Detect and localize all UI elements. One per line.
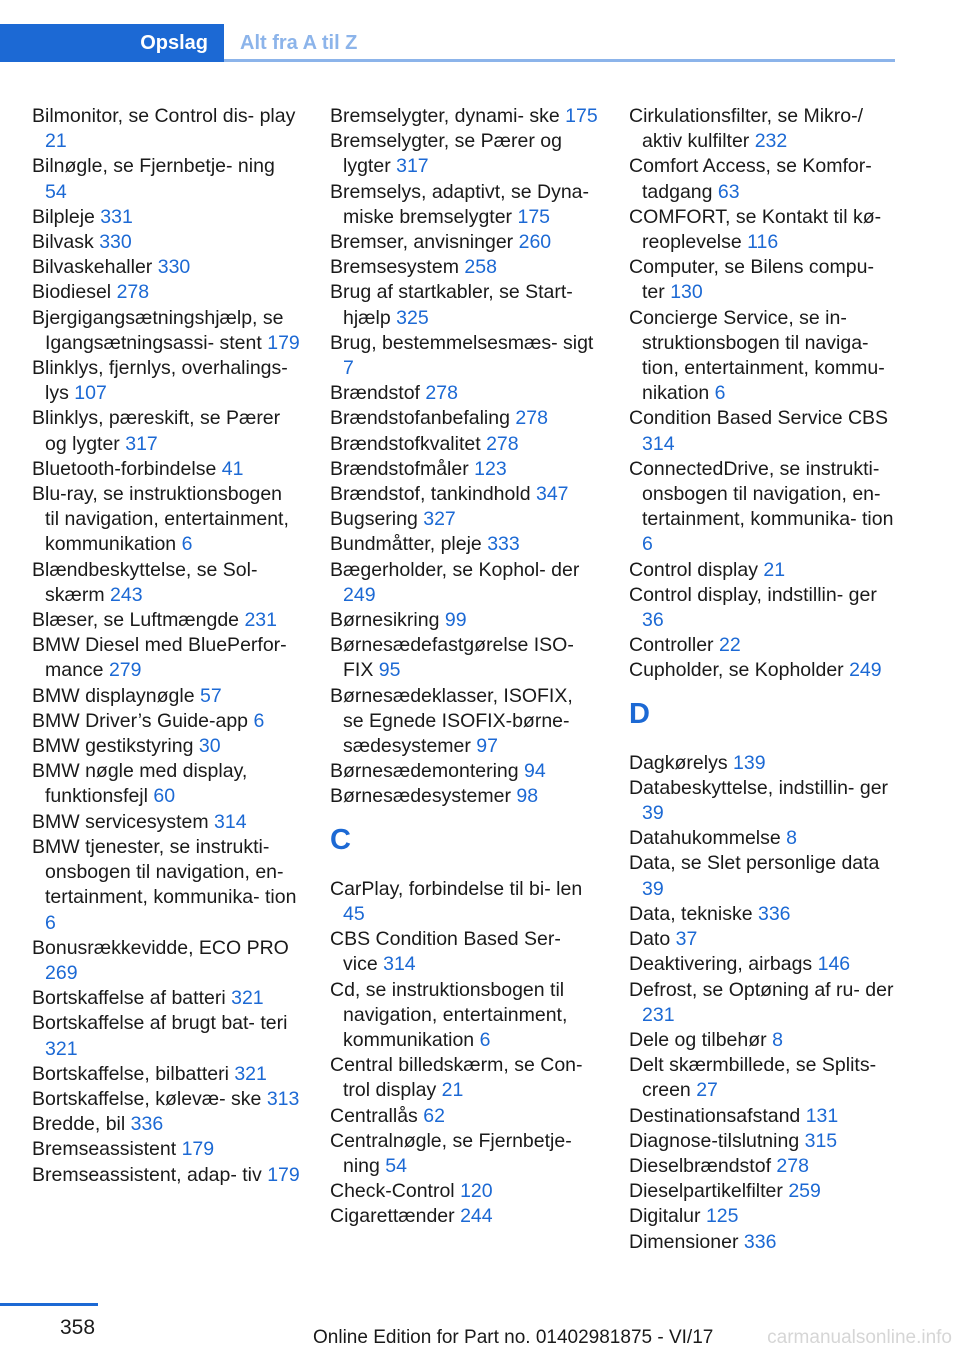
index-entry-text: Blændbeskyttelse, se Sol‐ skærm [32,558,258,606]
index-page-link[interactable]: 231 [244,609,277,632]
index-entry [32,684,300,709]
index-page-link[interactable]: 244 [460,1205,493,1228]
index-page-link[interactable]: 321 [45,1037,78,1060]
index-entry [629,1154,897,1179]
index-entry-text: COMFORT, se Kontakt til kø‐ reoplevelse [629,205,882,254]
index-entry [330,1204,598,1229]
index-page-link[interactable]: 317 [125,432,158,455]
index-page-link[interactable]: 30 [198,735,221,758]
index-entry-text: Bilpleje [32,205,95,228]
index-entry [32,280,300,305]
index-entry-text: Bilvaskehaller [32,256,153,279]
index-entry [330,255,598,280]
index-entry [32,356,300,406]
index-entry [629,952,897,977]
index-entry-text: Brændstofmåler [330,457,469,480]
index-entry [629,1053,897,1103]
index-entry-text: Data, tekniske [629,902,753,925]
index-entry [629,205,897,255]
index-page-link[interactable]: 94 [524,760,546,783]
index-entry [32,936,300,986]
index-entry-text: Bortskaffelse af batteri [32,987,226,1010]
index-page-link[interactable]: 54 [45,180,67,203]
index-entry-text: Digitalur [629,1205,701,1228]
index-entry-text: Bonusrækkevidde, ECO PRO [32,936,289,959]
index-entry [330,507,598,532]
index-page-link[interactable]: 175 [517,205,551,228]
index-entry-text: Bilnøgle, se Fjernbetje‐ ning [32,155,275,178]
index-entry-text: Destinationsafstand [629,1104,801,1127]
index-entry [32,230,300,255]
index-page-link[interactable]: 269 [45,961,78,984]
index-entry-text: Børnesædemontering [330,760,519,783]
index-entry-text: Bremseassistent, adap‐ tiv [32,1163,262,1186]
index-page-link[interactable]: 7 [343,357,354,380]
index-entry [330,457,598,482]
index-page-link[interactable]: 131 [805,1104,839,1127]
index-page-link[interactable]: 321 [231,987,264,1010]
index-entry-text: Bluetooth-forbindelse [32,457,217,480]
index-page-link[interactable]: 249 [343,583,376,606]
index-entry-text: Databeskyttelse, indstillin‐ ger [629,776,889,799]
index-entry [629,104,897,154]
index-entry-text: ConnectedDrive, se instrukti‐ onsbogen til navigation, en‐ tertainment, kommunika‐ tion [629,457,894,531]
index-entry [330,482,598,507]
index-column-3 [629,104,897,1255]
index-entry [330,331,598,381]
index-entry-text: Brug, bestemmelsesmæs‐ sigt [330,331,594,354]
index-page-link[interactable]: 259 [788,1180,821,1203]
index-page-link[interactable]: 63 [717,180,740,203]
index-page-link[interactable]: 6 [45,911,56,934]
index-page-link[interactable]: 313 [266,1087,300,1110]
index-entry-text: Biodiesel [32,281,112,304]
index-entry [629,406,897,456]
index-entry [32,1112,300,1137]
index-entry-text: BMW Driver’s Guide-app [32,709,249,732]
index-page-link[interactable]: 39 [642,877,664,900]
index-entry-text: Bilmonitor, se Control dis‐ play [32,105,296,127]
index-entry-text: Bjergigangsætningshjælp, se Igangsætningsassi‐ stent [32,306,284,354]
index-page-link[interactable]: 21 [45,130,67,153]
index-entry [32,835,300,936]
index-entry-text: Dieselpartikelfilter [629,1180,783,1203]
index-entry-text: Cigarettænder [330,1205,455,1228]
index-page-link[interactable]: 41 [221,457,244,480]
index-entry-text: Bremselys, adaptivt, se Dyna‐ miske bremselygter [330,180,590,228]
index-entry [330,280,598,330]
index-page-link[interactable]: 21 [763,558,786,581]
index-entry-text: Check-Control [330,1180,455,1203]
index-entry [32,457,300,482]
tab-opslag[interactable]: Opslag [0,24,224,62]
index-page-link[interactable]: 331 [100,205,133,228]
index-entry [330,784,598,809]
index-entry-text: Brændstof [330,382,420,405]
index-entry-text: BMW gestikstyring [32,735,194,758]
index-entry [629,751,897,776]
index-page-link[interactable]: 249 [849,659,882,682]
index-entry-text: Blinklys, fjernlys, overhalings‐ lys [32,357,288,405]
index-entry-text: Bortskaffelse, bilbatteri [32,1062,229,1085]
index-entry-text: BMW tjenester, se instrukti‐ onsbogen til navigation, en‐ tertainment, kommunika‐ tion [32,835,297,909]
index-page-link[interactable]: 6 [253,709,265,732]
index-entry [32,608,300,633]
index-page-link[interactable]: 146 [817,953,851,976]
index-page-link[interactable]: 62 [423,1104,445,1127]
index-entry-text: Centrallås [330,1104,418,1127]
index-entry [32,1011,300,1061]
index-entry [629,978,897,1028]
index-entry [32,1137,300,1162]
index-page-link[interactable]: 130 [670,281,703,304]
index-entry-text: Concierge Service, se in‐ struktionsbogen til naviga‐ tion, entertainment, kommu‐ nikation [629,306,885,405]
index-entry-text: CBS Condition Based Ser‐ vice [330,928,561,976]
index-entry-text: Brændstofanbefaling [330,407,510,430]
index-entry [629,457,897,558]
index-entry [330,927,598,977]
index-entry [629,658,897,683]
index-entry [629,826,897,851]
index-entry-text: Computer, se Bilens compu‐ ter [629,256,874,304]
index-entry [330,759,598,784]
index-entry [330,532,598,557]
index-page-link[interactable]: 57 [199,684,222,707]
index-entry-text: Comfort Access, se Komfor‐ tadgang [629,155,872,203]
index-page-link[interactable]: 8 [786,827,798,850]
index-entry [32,1087,300,1112]
index-page-link[interactable]: 232 [754,130,788,153]
index-entry-text: Condition Based Service CBS [629,407,889,430]
index-page-link[interactable]: 327 [423,508,456,531]
index-entry [330,1053,598,1103]
index-entry-text: BMW nøgle med display, funktionsfejl [32,760,248,808]
index-page-link[interactable]: 258 [464,256,497,279]
index-entry-text: Børnesikring [330,609,440,632]
index-entry [330,180,598,230]
index-page-link[interactable]: 6 [181,533,193,556]
index-page-link[interactable]: 336 [130,1113,164,1136]
index-entry [32,154,300,204]
index-page-link[interactable]: 22 [718,634,741,657]
index-entry [330,877,598,927]
index-page-link[interactable]: 330 [157,256,191,279]
index-entry [629,255,897,305]
index-entry-text: Dele og tilbehør [629,1028,767,1051]
index-page-link[interactable]: 97 [476,735,498,758]
index-entry [32,1062,300,1087]
index-entry [629,927,897,952]
index-entry [629,1204,897,1229]
index-entry [330,633,598,683]
index-entry-text: Blu-ray, se instruktionsbogen til navigation, entertainment, kommunikation [32,483,289,556]
index-entry [330,558,598,608]
index-page-link[interactable]: 333 [487,533,520,556]
index-entry-text: Datahukommelse [629,827,781,850]
index-entry [32,734,300,759]
index-entry-text: Control display [629,558,758,581]
index-page-link[interactable]: 37 [675,928,698,951]
index-entry-text: Børnesædesystemer [330,785,511,808]
index-entry-text: Brændstof, tankindhold [330,483,531,506]
index-page-link[interactable]: 278 [515,407,548,430]
tab-underline [224,59,895,62]
index-entry-text: BMW servicesystem [32,810,209,833]
index-page-link[interactable]: 314 [214,810,247,833]
index-page-link[interactable]: 125 [705,1205,739,1228]
index-entry [330,684,598,760]
index-entry [330,978,598,1054]
index-page-link[interactable]: 315 [804,1129,838,1152]
index-entry [629,1179,897,1204]
index-entry [629,558,897,583]
index-entry [32,205,300,230]
index-page-link[interactable]: 6 [642,533,653,556]
index-entry-text: BMW displaynøgle [32,684,195,707]
index-entry-text: Controller [629,634,714,657]
index-entry [629,902,897,927]
footer-accent-line [0,1303,98,1306]
index-page-link[interactable]: 179 [267,331,300,354]
index-entry [330,129,598,179]
index-entry [330,1104,598,1129]
index-page-link[interactable]: 314 [383,953,416,976]
index-entry-text: Blæser, se Luftmængde [32,609,240,632]
index-entry [32,255,300,280]
index-entry-text: Bægerholder, se Kophol‐ der [330,558,580,581]
index-page-link[interactable]: 278 [486,432,519,455]
index-page-link[interactable]: 278 [116,281,150,304]
index-page-link[interactable]: 317 [396,155,429,178]
index-entry-text: Central billedskærm, se Con‐ trol display [330,1054,583,1102]
index-entry-text: Bortskaffelse af brugt bat‐ teri [32,1012,288,1035]
index-entry [32,406,300,456]
index-entry-text: Bredde, bil [32,1113,126,1136]
index-entry [32,482,300,558]
index-entry [32,986,300,1011]
index-entry-text: Bortskaffelse, kølevæ‐ ske [32,1087,262,1110]
index-entry [32,633,300,683]
index-entry-text: Bilvask [32,231,94,254]
index-entry [32,759,300,809]
index-page-link[interactable]: 123 [474,457,507,480]
index-entry [629,1230,897,1255]
index-page-link[interactable]: 95 [378,659,401,682]
index-entry-text: Bremseassistent [32,1138,177,1161]
index-page-link[interactable]: 278 [425,382,458,405]
index-page-link[interactable]: 39 [642,802,664,825]
index-entry-text: Cupholder, se Kopholder [629,659,844,682]
index-page-link[interactable]: 179 [181,1138,215,1161]
index-page-link[interactable]: 336 [757,902,791,925]
index-entry [629,851,897,901]
index-page-link[interactable]: 243 [110,583,143,606]
index-entry [629,1028,897,1053]
index-page-link[interactable]: 60 [153,785,176,808]
index-entry-text: Centralnøgle, se Fjernbetje‐ ning [330,1129,572,1177]
index-entry [330,230,598,255]
index-entry [330,608,598,633]
index-page-link[interactable]: 179 [267,1163,300,1186]
index-entry-text: Dagkørelys [629,751,728,774]
index-page-link[interactable]: 330 [99,231,132,254]
index-page-link[interactable]: 325 [396,306,429,329]
index-entry-text: Blinklys, pæreskift, se Pærer og lygter [32,407,281,455]
index-column-1 [32,104,300,1188]
index-entry [330,1179,598,1204]
index-page-link[interactable]: 54 [385,1154,407,1177]
index-entry [330,381,598,406]
index-page-link[interactable]: 21 [441,1079,464,1102]
index-entry-text: Dieselbrændstof [629,1154,771,1177]
index-page-link[interactable]: 321 [234,1062,267,1085]
index-entry [330,406,598,431]
index-page-link[interactable]: 45 [343,902,365,925]
index-entry [32,709,300,734]
section-letter: C [330,823,351,856]
index-page-link[interactable]: 347 [535,483,569,506]
index-entry [629,633,897,658]
index-entry-text: Brug af startkabler, se Start‐ hjælp [330,281,573,329]
index-entry [32,306,300,356]
index-page-link[interactable]: 36 [642,609,664,632]
index-entry-text: Control display, indstillin‐ ger [629,583,877,606]
index-entry-text: BMW Diesel med BluePerfor‐ mance [32,634,287,682]
index-entry [330,104,598,129]
index-entry [32,1163,300,1188]
index-entry-text: Bremselygter, dynami‐ ske [330,105,560,127]
index-page-link[interactable]: 120 [460,1180,493,1203]
index-page-link[interactable]: 139 [733,751,766,774]
index-entry [629,583,897,633]
index-entry [330,1129,598,1179]
watermark: carmanualsonline.info [767,1327,952,1348]
index-entry-text: Brændstofkvalitet [330,432,481,455]
index-entry-text: Bugsering [330,508,418,531]
index-entry-text: Dimensioner [629,1230,739,1253]
index-entry [629,154,897,204]
index-page-link[interactable]: 278 [776,1154,809,1177]
index-entry-text: Bremser, anvisninger [330,231,514,254]
index-entry-text: Data, se Slet personlige data [629,852,880,875]
index-entry [32,104,300,154]
header-tabbar [0,24,895,62]
index-column-2 [330,104,598,1230]
index-entry [32,810,300,835]
index-entry [330,432,598,457]
index-page-link[interactable]: 6 [479,1028,491,1051]
index-page-link[interactable]: 98 [516,785,539,808]
index-entry-text: Diagnose-tilslutning [629,1129,800,1152]
index-entry-text: Deaktivering, airbags [629,953,813,976]
index-entry [629,306,897,407]
index-page-link[interactable]: 336 [743,1230,777,1253]
index-page-link[interactable]: 8 [772,1028,783,1051]
index-entry [32,558,300,608]
index-page-link[interactable]: 107 [74,382,107,405]
index-entry-text: Cd, se instruktionsbogen til navigation, entertainment, kommunikation [330,978,568,1051]
index-page-link[interactable]: 175 [565,105,598,127]
index-entry-text: Bremselygter, se Pærer og lygter [330,130,562,178]
index-page-link[interactable]: 279 [108,659,142,682]
index-entry-text: Cirkulationsfilter, se Mikro-/ aktiv kulfilter [629,105,864,153]
index-page-link[interactable]: 6 [714,382,726,405]
index-page-link[interactable]: 260 [518,231,552,254]
footer-edition-text: Online Edition for Part no. 01402981875 - VI/17 [313,1327,714,1348]
index-entry [629,1104,897,1129]
index-entry [629,1129,897,1154]
index-entry-text: Delt skærmbillede, se Splits‐ creen [629,1054,877,1102]
page-number: 358 [60,1316,96,1339]
index-entry-text: Børnesædefastgørelse ISO‐ FIX [330,634,574,682]
tab-alt-fra-a-til-z[interactable]: Alt fra A til Z [240,31,358,54]
index-entry-text: CarPlay, forbindelse til bi‐ len [330,877,583,900]
index-entry [629,776,897,826]
index-page-link[interactable]: 27 [696,1079,718,1102]
index-page-link[interactable]: 314 [642,432,675,455]
index-entry-text: Børnesædeklasser, ISOFIX, se Egnede ISOFIX-børne‐ sædesystemer [330,684,573,758]
index-page-link[interactable]: 99 [444,609,467,632]
index-page-link[interactable]: 116 [747,231,779,254]
index-entry-text: Dato [629,928,671,951]
index-entry-text: Bremsesystem [330,256,459,279]
index-entry-text: Bundmåtter, pleje [330,533,482,556]
index-entry-text: Defrost, se Optøning af ru‐ der [629,978,894,1001]
index-page-link[interactable]: 231 [642,1003,675,1026]
section-letter: D [629,697,650,730]
